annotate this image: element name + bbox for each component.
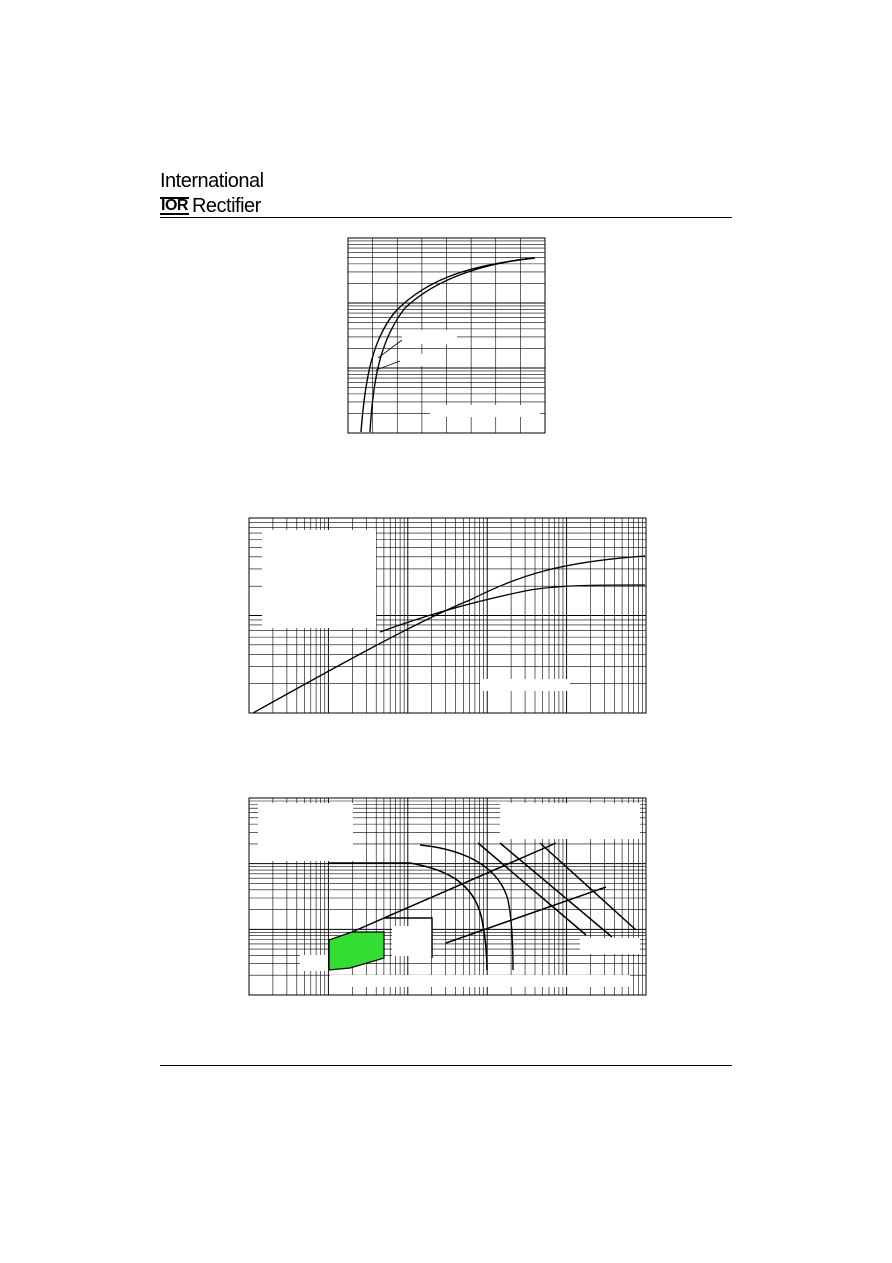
chart-1 — [348, 238, 545, 433]
chart-2 — [249, 518, 646, 713]
label-mask — [400, 354, 432, 366]
chart-3 — [249, 798, 646, 995]
label-mask — [330, 975, 630, 987]
label-mask — [392, 926, 432, 956]
label-mask — [258, 803, 353, 861]
label-mask — [480, 679, 570, 691]
label-mask — [500, 803, 640, 839]
company-name-first: International — [160, 170, 264, 192]
label-mask — [262, 530, 376, 628]
label-mask — [580, 938, 640, 954]
label-mask — [430, 405, 540, 417]
ior-logo-mark: IOR — [161, 197, 188, 214]
company-name-second: Rectifier — [191, 195, 261, 217]
label-mask — [300, 955, 328, 971]
label-mask — [402, 330, 457, 344]
